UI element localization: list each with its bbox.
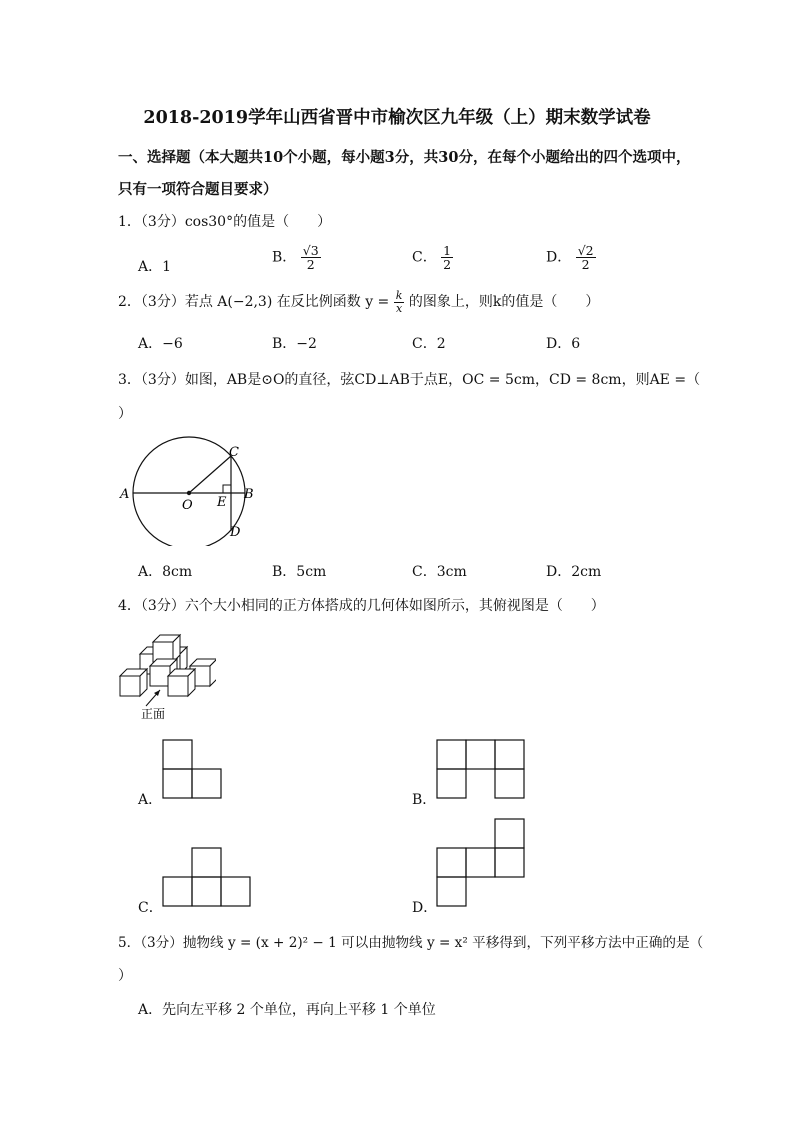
square — [437, 877, 466, 906]
label-b: B — [244, 487, 254, 502]
right-angle-mark — [223, 485, 231, 493]
q2-option-d: D．6 — [546, 336, 581, 352]
q1-option-c-label: C． — [412, 249, 437, 266]
label-a: A — [120, 487, 130, 502]
q3-stem-line2: ） — [118, 406, 132, 422]
q4-stem: 4．（3分）六个大小相同的正方体搭成的几何体如图所示，其俯视图是（ ） — [118, 598, 605, 614]
q2-stem — [118, 290, 599, 314]
q4-option-d-figure — [436, 818, 525, 907]
q4-cube-figure — [116, 632, 216, 724]
q1-option-b-fraction — [301, 244, 321, 271]
q3-stem-line1: 3．（3分）如图，AB是⊙O的直径，弦CD⊥AB于点E，OC = 5cm，CD = 8cm，则AE =（ — [118, 372, 701, 388]
q3-option-d: D．2cm — [546, 564, 602, 580]
q3-option-c: C．3cm — [412, 564, 467, 580]
page-title: 2018-2019学年山西省晋中市榆次区九年级（上）期末数学试卷 — [143, 108, 651, 128]
q1-option-a-value: 1 — [162, 259, 172, 275]
q2-stem-post: 的图象上，则k的值是（ ） — [408, 294, 600, 311]
frac-num: √2 — [577, 243, 594, 258]
square — [466, 848, 495, 877]
cube-front-right — [168, 669, 195, 696]
square — [495, 769, 524, 798]
label-d: D — [230, 525, 241, 540]
square — [466, 740, 495, 769]
section-heading-line1: 一、选择题（本大题共10个小题，每小题3分，共30分，在每个小题给出的四个选项中， — [118, 149, 691, 166]
q2-stem-pre: 2．（3分）若点 A(−2,3) 在反比例函数 y = — [118, 294, 390, 311]
q2-option-a: A．−6 — [138, 336, 183, 352]
q4-option-c-figure — [162, 847, 251, 907]
q1-option-b — [272, 244, 321, 271]
radius-oc — [189, 456, 231, 493]
frac-num: 1 — [443, 243, 452, 258]
square — [495, 848, 524, 877]
square — [163, 769, 192, 798]
frac-den: 2 — [581, 257, 590, 273]
q5-stem-line1: 5．（3分）抛物线 y = (x + 2)² − 1 可以由抛物线 y = x² 平移得到，下列平移方法中正确的是（ — [118, 935, 704, 951]
q1-option-d-label: D． — [546, 249, 572, 266]
frac-den: x — [395, 301, 403, 315]
q1-stem: 1．（3分）cos30°的值是（ ） — [118, 214, 332, 230]
label-e: E — [217, 495, 227, 510]
q4-option-a-label: A． — [138, 792, 163, 808]
q2-option-c: C．2 — [412, 336, 446, 352]
square — [437, 769, 466, 798]
q4-option-a-figure — [162, 739, 222, 799]
square — [437, 848, 466, 877]
square — [495, 819, 524, 848]
q4-option-b-label: B． — [412, 792, 437, 808]
square — [495, 740, 524, 769]
square — [192, 769, 221, 798]
frac-num: √3 — [302, 243, 319, 258]
q2-option-b: B．−2 — [272, 336, 317, 352]
front-label: 正面 — [141, 707, 166, 721]
label-o: O — [182, 498, 193, 513]
square — [221, 877, 250, 906]
q2-fraction — [394, 290, 405, 314]
section-heading-line2: 只有一项符合题目要求） — [118, 181, 278, 198]
q1-option-c-fraction — [441, 244, 453, 271]
square — [163, 740, 192, 769]
q1-option-a — [138, 256, 171, 276]
q4-option-b-figure — [436, 739, 525, 799]
q3-option-a: A．8cm — [138, 564, 193, 580]
frac-den: 2 — [306, 257, 315, 273]
q5-option-a: A．先向左平移 2 个单位，再向上平移 1 个单位 — [138, 1002, 436, 1018]
q3-circle-figure — [110, 436, 280, 546]
square — [192, 877, 221, 906]
q4-option-d-label: D． — [412, 900, 438, 916]
q3-option-b: B．5cm — [272, 564, 327, 580]
square — [192, 848, 221, 877]
q5-stem-line2: ） — [118, 968, 132, 984]
q1-option-a-label: A． — [138, 259, 163, 275]
square — [163, 877, 192, 906]
label-c: C — [229, 445, 239, 460]
frac-den: 2 — [443, 257, 452, 273]
q1-option-d-fraction — [576, 244, 596, 271]
q4-option-c-label: C． — [138, 900, 163, 916]
cube-top — [153, 635, 180, 662]
q1-option-b-label: B． — [272, 249, 297, 266]
center-point — [187, 491, 191, 495]
q1-option-c — [412, 244, 453, 271]
cube-front-left — [120, 669, 147, 696]
square — [437, 740, 466, 769]
q1-option-d — [546, 244, 596, 271]
frac-num: k — [395, 289, 403, 302]
